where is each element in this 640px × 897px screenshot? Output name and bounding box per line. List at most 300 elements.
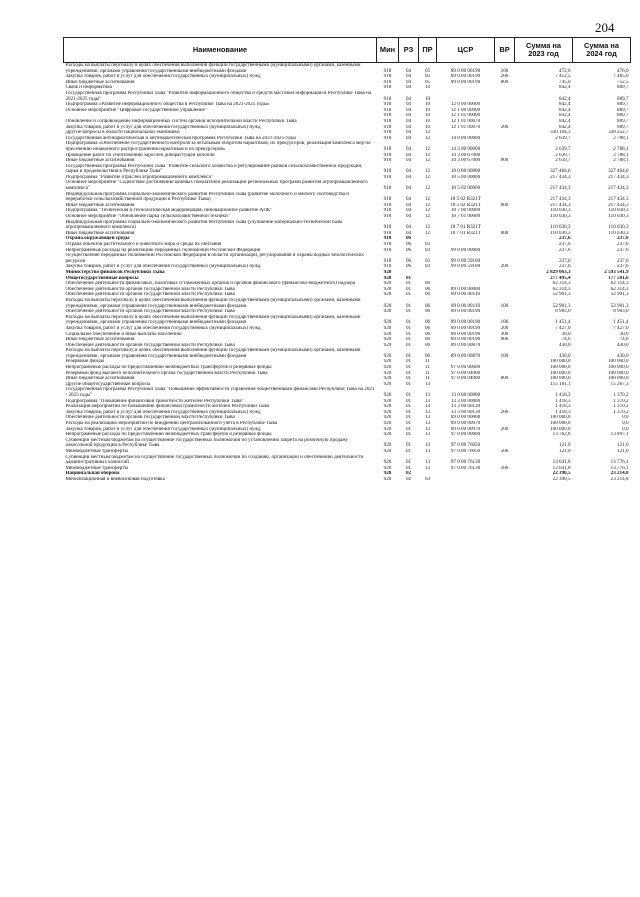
row-pr: 03 <box>424 247 431 253</box>
row-rz: 04 <box>405 74 412 80</box>
row-min: 918 <box>383 230 392 236</box>
row-min: 918 <box>383 158 392 164</box>
row-name: Государственная программа Республики Тыва "Повышение эффективности управления общественными финансами Республики Тыва на 2021 - 2023 годы" <box>65 387 375 399</box>
row-rz: 02 <box>405 476 412 482</box>
row-csr: 89 0 00 00000 <box>450 415 481 421</box>
table-body <box>64 63 631 483</box>
row-rz: 06 <box>405 242 412 247</box>
row-pr: 10 <box>424 113 431 119</box>
row-sum-2023: 842,4 <box>559 95 571 102</box>
row-vr: 200 <box>500 74 509 80</box>
row-name: Межбюджетные трансферты <box>65 448 128 454</box>
row-min: 918 <box>383 135 392 141</box>
row-csr: 97 0 00 00000 <box>450 432 481 438</box>
row-rz: 01 <box>405 415 412 421</box>
row-min: 918 <box>383 196 392 203</box>
row-min: 918 <box>383 95 392 102</box>
row-rz: 01 <box>405 342 412 348</box>
row-csr: 12 1 01 00070 <box>450 124 481 130</box>
row-csr: 18 7 01 00000 <box>450 214 481 220</box>
row-pr: 12 <box>424 196 431 203</box>
row-csr: 99 0 00 59100 <box>450 257 481 264</box>
row-sum-2024: 889,7 <box>617 95 629 102</box>
row-name: Закупка товаров, работ и услуг для обеспечения государственных (муниципальных) нужд <box>65 264 261 270</box>
row-csr: 89 0 00 00190 <box>450 309 481 315</box>
row-min: 918 <box>383 85 392 91</box>
row-rz: 04 <box>405 102 412 108</box>
row-sum-2023: 217 434,3 <box>550 174 571 180</box>
row-csr: 89 0 00 00190 <box>450 319 481 326</box>
row-sum-2023: 110 030,3 <box>550 230 571 236</box>
row-vr <box>495 192 515 203</box>
row-name: Государственная программа Республики Тыва "Развитие сельского хозяйства и регулирование рынков сельскохозяйственной продукции, сырья и продовольствия в Республике Тыва" <box>65 163 363 175</box>
budget-table <box>63 37 631 483</box>
table-header <box>64 38 631 63</box>
row-vr: 800 <box>500 79 509 85</box>
row-vr: 200 <box>500 325 509 331</box>
row-sum-2024: 327 464,6 <box>608 168 629 175</box>
row-name: Основное мероприятие "Содействие достижению целевых показателей реализации региональных программ развития агропромышленного комплекса" <box>65 180 368 192</box>
row-sum-2023: 2 639,7 <box>555 158 571 164</box>
row-sum-2023: 745,0 <box>559 79 571 85</box>
row-sum-2024: 100 000,0 <box>608 370 629 376</box>
row-rz: 01 <box>405 319 412 326</box>
row-vr: 800 <box>500 230 509 236</box>
row-pr: 06 <box>424 286 431 292</box>
row-sum-2024: 430,0 <box>617 342 629 348</box>
row-sum-2024: 177 581,6 <box>608 275 629 281</box>
row-name: Иные бюджетные ассигнования <box>65 158 135 164</box>
row-sum-2024: 237,6 <box>617 236 629 242</box>
row-sum-2024: 13 776,1 <box>610 465 629 471</box>
row-name: Реализация мероприятий по повышению финансовой грамотности жителей Республики Тыва <box>65 404 270 410</box>
row-sum-2023: 327 464,6 <box>550 168 571 175</box>
row-sum-2023: 100 000,0 <box>550 359 571 365</box>
row-name: Обеспечение деятельности органов государственной власти Республики Тыва <box>65 286 235 292</box>
row-sum-2023: 842,4 <box>559 124 571 130</box>
row-pr: 05 <box>424 79 431 85</box>
row-name: Обеспечение деятельности органов государственной власти Республики Тыва <box>65 342 235 348</box>
row-name: Основное мероприятие "Цифровое государственное управление" <box>65 107 207 113</box>
row-rz: 04 <box>405 214 412 220</box>
row-sum-2023: 1 418,3 <box>555 409 571 415</box>
row-csr: 12 1 00 00000 <box>450 107 481 113</box>
row-sum-2023: 330 104,3 <box>550 130 571 136</box>
row-min: 920 <box>383 359 392 365</box>
row-min: 918 <box>383 79 392 85</box>
row-name: Министерство финансов Республики Тыва <box>65 269 165 275</box>
row-pr: 06 <box>424 337 431 343</box>
row-name: Закупка товаров, работ и услуг для обеспечения государственных (муниципальных) нужд <box>65 325 261 331</box>
row-name: Субвенции местным бюджетам на осуществление государственных полномочий по созданию, организации и обеспечению деятельности административных комиссий <box>65 454 364 466</box>
row-min: 918 <box>383 130 392 136</box>
row-sum-2024: 0,0 <box>622 426 629 432</box>
row-name: Иные бюджетные ассигнования <box>65 376 135 382</box>
table-row <box>64 91 631 102</box>
row-sum-2023: 22 390,5 <box>552 476 571 482</box>
row-pr: 13 <box>424 398 431 404</box>
row-sum-2023: 100 000,0 <box>550 376 571 382</box>
row-pr: 12 <box>424 202 431 208</box>
row-sum-2024: 100 000,0 <box>608 365 629 371</box>
row-rz: 01 <box>405 337 412 343</box>
row-vr: 100 <box>500 352 509 359</box>
row-csr: 18 7 00 00000 <box>450 208 481 214</box>
row-name: Закупка товаров, работ и услуг для обеспечения государственных (муниципальных) нужд <box>65 74 261 80</box>
row-sum-2024: 2 788,1 <box>613 152 629 158</box>
row-pr: 06 <box>424 281 431 287</box>
row-min: 920 <box>383 337 392 343</box>
row-min: 918 <box>383 124 392 130</box>
row-min: 920 <box>383 370 392 376</box>
row-csr: 89 0 00 00110 <box>450 302 481 309</box>
row-sum-2024: 2 788,1 <box>613 135 629 141</box>
row-pr: 03 <box>424 264 431 270</box>
row-sum-2024: 752,5 <box>617 79 629 85</box>
row-name: Непрограммные расходы по предоставлению межбюджетных трансфертов и резервные фонды <box>65 432 272 438</box>
row-min: 920 <box>383 404 392 410</box>
row-sum-2023: 110 030,3 <box>550 214 571 220</box>
row-pr: 13 <box>424 392 431 399</box>
row-pr: 13 <box>424 381 431 387</box>
row-csr: 12 1 01 00070 <box>450 118 481 124</box>
table-row <box>64 387 631 398</box>
row-pr: 12 <box>424 135 431 141</box>
row-sum-2023: 22 390,5 <box>552 471 571 477</box>
row-vr <box>495 477 515 483</box>
row-sum-2023: 237,6 <box>559 257 571 264</box>
row-csr: 97 0 00 76050 <box>450 442 481 449</box>
row-sum-2023: 842,4 <box>559 102 571 108</box>
row-min: 920 <box>383 476 392 482</box>
row-sum-2024: 217 434,3 <box>608 174 629 180</box>
row-name: Обеспечение деятельности органов государственной власти Республики Тыва <box>65 415 235 421</box>
table-row <box>64 141 631 152</box>
row-vr: 800 <box>500 202 509 208</box>
row-vr: 200 <box>500 426 509 432</box>
row-name: Национальная оборона <box>65 471 120 477</box>
row-name: Расходы на выплаты персоналу в целях обеспечения выполнения функций государственными (муниципальными) органами, казенными учреждениями, органами управления государственными внебюджетными фондами <box>65 348 361 359</box>
row-sum-2024: 8 983,0 <box>613 309 629 315</box>
row-pr: 06 <box>424 352 431 359</box>
row-pr: 11 <box>425 370 430 376</box>
row-sum-2023: 110 030,3 <box>550 224 571 231</box>
row-rz: 01 <box>405 331 412 337</box>
row-rz: 01 <box>405 421 412 426</box>
row-csr: 14 0 00 00000 <box>450 135 481 141</box>
row-sum-2023: 2 639,7 <box>555 152 571 158</box>
row-sum-2024: 1 370,2 <box>613 392 629 399</box>
row-sum-2023: 2 829 063,3 <box>546 269 571 275</box>
row-sum-2023: 217 434,3 <box>550 202 571 208</box>
row-pr: 06 <box>424 342 431 348</box>
row-sum-2023: 121,0 <box>559 448 571 454</box>
row-sum-2023: 472,6 <box>559 67 571 74</box>
row-min: 918 <box>383 152 392 158</box>
row-sum-2023: 7 412,5 <box>555 74 571 80</box>
row-csr: 18 5 02 R321T <box>450 202 481 208</box>
row-pr: 12 <box>424 208 431 214</box>
row-rz: 04 <box>405 185 412 192</box>
row-pr: 10 <box>424 95 431 102</box>
table-row <box>64 220 631 231</box>
row-rz: 01 <box>405 459 412 466</box>
row-rz: 06 <box>405 236 412 242</box>
row-min: 918 <box>383 264 392 270</box>
row-name: Подпрограмма «Обеспечение государственного контроля за легальным оборотом наркотиков, их прекурсоров, реализация комплекса мер по пресечению незаконного распространения наркотиков и их прекурсоров» <box>65 141 371 152</box>
row-pr: 06 <box>424 309 431 315</box>
row-sum-2024: 23 214,8 <box>610 471 629 477</box>
row-min: 920 <box>383 325 392 331</box>
row-name: Основное мероприятие "Обновление парка сельскохозяйственной техники" <box>65 214 230 220</box>
row-rz: 01 <box>405 448 412 454</box>
row-name: Охрана окружающей среды <box>65 236 130 242</box>
header-name: Наименование <box>64 38 377 63</box>
row-rz: 01 <box>405 465 412 471</box>
row-sum-2024: 476,6 <box>617 67 629 74</box>
row-csr: 13 3 00 00000 <box>450 398 481 404</box>
row-min: 920 <box>383 421 392 426</box>
row-sum-2024: 52 901,3 <box>610 292 629 298</box>
row-sum-2023: 237,6 <box>559 236 571 242</box>
row-sum-2024: 62 314,3 <box>610 281 629 287</box>
row-sum-2024: 110 030,3 <box>608 208 629 214</box>
row-pr: 11 <box>425 359 430 365</box>
row-csr: 89 0 00 00190 <box>450 79 481 85</box>
row-pr: 13 <box>424 432 431 438</box>
row-min: 920 <box>383 376 392 382</box>
row-name: Индивидуальная программа социально-экономического развития Республики Тыва (улучшение материально-технической базы агропромышленного комплекса) <box>65 219 343 231</box>
row-name: Государственная программа Республики Тыва "Развитие информационного общества и средств массовой информации в Республике Тыва на 2021-2025 годы" <box>65 90 372 102</box>
row-pr: 12 <box>424 152 431 158</box>
row-min: 918 <box>383 102 392 108</box>
row-name: Расходы на выплаты персоналу в целях обеспечения выполнения функций государственными (муниципальными) органами, казенными учреждениями, органами управления государственными внебюджетными фондами <box>65 62 361 74</box>
row-pr: 12 <box>424 168 431 175</box>
header-min: Мин <box>377 38 399 63</box>
row-sum-2023: 52 901,3 <box>552 292 571 298</box>
row-name: Закупка товаров, работ и услуг для обеспечения государственных (муниципальных) нужд <box>65 426 261 432</box>
row-vr: 500 <box>500 448 509 454</box>
row-pr: 13 <box>424 404 431 410</box>
row-csr: 97 0 00 04000 <box>450 370 481 376</box>
row-name: Подпрограмма «Развитие информационного общества в Республике Тыва на 2021-2025 годы» <box>65 102 270 108</box>
row-name: Обновление и сопровождение информационных систем органов исполнительной власти Республики Тыва <box>65 118 297 124</box>
row-csr: 89 0 00 00870 <box>450 342 481 348</box>
row-rz: 04 <box>405 79 412 85</box>
row-sum-2024: 121,0 <box>617 448 629 454</box>
row-rz: 01 <box>405 281 412 287</box>
row-sum-2024: 15 267,3 <box>610 381 629 387</box>
row-sum-2023: 237,6 <box>559 247 571 253</box>
row-pr: 12 <box>424 185 431 192</box>
row-vr <box>495 180 515 191</box>
row-name: Государственная антинаркотическая и антинаркотическая программа Республики Тыва на 2021-2025 годы <box>65 135 296 141</box>
row-csr: 18 5 02 00000 <box>450 185 481 192</box>
row-rz: 04 <box>405 118 412 124</box>
row-name: Закупка товаров, работ и услуг для обеспечения государственных (муниципальных) нужд <box>65 409 261 415</box>
row-min: 918 <box>383 257 392 264</box>
row-min: 918 <box>383 185 392 192</box>
row-sum-2023: 100 000,0 <box>550 365 571 371</box>
row-csr: 89 0 00 00870 <box>450 352 481 359</box>
row-csr: 89 0 00 00190 <box>450 325 481 331</box>
row-sum-2023: 13 762,8 <box>552 432 571 438</box>
row-rz: 04 <box>405 152 412 158</box>
row-csr: 97 0 00 76130 <box>450 465 481 471</box>
row-name: Субвенции местным бюджетам на осуществление государственных полномочий по установлению запрета на розничную продажу алкогольной продукции в Республике Тыва <box>65 437 349 449</box>
row-rz: 04 <box>405 224 412 231</box>
row-sum-2023: 62 314,3 <box>552 281 571 287</box>
row-csr: 89 0 00 00000 <box>450 286 481 292</box>
row-pr: 06 <box>424 319 431 326</box>
row-min: 918 <box>383 107 392 113</box>
row-sum-2023: 100 000,0 <box>550 426 571 432</box>
row-name: Обеспечение деятельности органов государственной власти Республики Тыва <box>65 292 235 298</box>
row-rz: 01 <box>405 392 412 399</box>
row-vr <box>495 387 515 398</box>
row-sum-2024: 217 434,3 <box>608 202 629 208</box>
row-name: Обеспечение деятельности органов государственной власти Республики Тыва <box>65 309 235 315</box>
row-name: Другие вопросы в области национальной экономики <box>65 130 180 136</box>
row-name: Другие общегосударственные вопросы <box>65 381 151 387</box>
row-csr: 18 0 00 00000 <box>450 168 481 175</box>
row-csr: 13 3 00 00130 <box>450 409 481 415</box>
row-sum-2024: 1 370,2 <box>613 404 629 410</box>
row-vr: 500 <box>500 465 509 471</box>
row-name: Резервный фонд высшего исполнительного органа государственной власти Республики Тыва <box>65 370 268 376</box>
row-sum-2023: 7 427,0 <box>555 325 571 331</box>
row-min: 920 <box>383 426 392 432</box>
row-sum-2023: 115 181,1 <box>550 381 571 387</box>
row-sum-2023: 2 639,7 <box>555 145 571 152</box>
row-pr: 10 <box>424 118 431 124</box>
row-rz: 01 <box>405 275 412 281</box>
table-row <box>64 253 631 264</box>
row-pr: 13 <box>424 465 431 471</box>
row-rz: 01 <box>405 381 412 387</box>
row-rz: 01 <box>405 404 412 410</box>
row-rz: 04 <box>405 130 412 136</box>
row-min: 918 <box>383 214 392 220</box>
row-vr: 800 <box>500 158 509 164</box>
row-min: 918 <box>383 113 392 119</box>
row-sum-2024: 889,7 <box>617 102 629 108</box>
row-sum-2024: 74,6 <box>619 337 629 343</box>
row-rz: 04 <box>405 113 412 119</box>
row-sum-2023: 237,6 <box>559 242 571 247</box>
row-vr: 800 <box>500 337 509 343</box>
row-vr: 100 <box>500 302 509 309</box>
row-pr: 10 <box>424 124 431 130</box>
row-pr: 03 <box>424 257 431 264</box>
row-sum-2024: 1 370,2 <box>613 398 629 404</box>
row-min: 920 <box>383 398 392 404</box>
row-rz: 06 <box>405 264 412 270</box>
row-vr <box>495 220 515 231</box>
table-row <box>64 348 631 359</box>
row-vr <box>495 253 515 264</box>
row-csr: 12 1 01 00000 <box>450 113 481 119</box>
row-vr <box>495 438 515 449</box>
table-row <box>64 455 631 466</box>
row-pr: 12 <box>424 214 431 220</box>
row-sum-2024: 110 030,3 <box>608 214 629 220</box>
row-csr: 89 0 00 00190 <box>450 331 481 337</box>
row-min: 920 <box>383 302 392 309</box>
row-pr: 13 <box>424 421 431 426</box>
row-sum-2024: 100 000,0 <box>608 359 629 365</box>
row-sum-2024: 52 901,3 <box>610 302 629 309</box>
row-pr: 06 <box>424 292 431 298</box>
row-csr: 18 7 01 R321T <box>450 224 481 231</box>
row-vr <box>495 164 515 175</box>
row-vr: 200 <box>500 409 509 415</box>
row-sum-2024: 237,6 <box>617 247 629 253</box>
row-csr: 18 7 01 R321T <box>450 230 481 236</box>
header-sum-2023: Сумма на 2023 год <box>515 38 573 63</box>
row-sum-2023: 100 000,0 <box>550 421 571 426</box>
row-vr: 200 <box>500 264 509 270</box>
row-rz: 04 <box>405 230 412 236</box>
row-pr: 13 <box>424 442 431 449</box>
row-sum-2024: 13 897,1 <box>610 432 629 438</box>
row-csr: 13 3 00 00130 <box>450 404 481 410</box>
row-sum-2024: 330 252,7 <box>608 130 629 136</box>
row-rz: 04 <box>405 145 412 152</box>
row-rz: 04 <box>405 196 412 203</box>
row-name: Общегосударственные вопросы <box>65 275 139 281</box>
row-sum-2023: 121,0 <box>559 442 571 449</box>
row-min: 918 <box>383 168 392 175</box>
row-sum-2024: 889,7 <box>617 124 629 130</box>
row-pr: 12 <box>424 158 431 164</box>
row-min: 918 <box>383 236 392 242</box>
row-rz: 01 <box>405 292 412 298</box>
row-min: 920 <box>383 465 392 471</box>
row-rz: 04 <box>405 85 412 91</box>
row-rz: 02 <box>405 471 412 477</box>
row-min: 920 <box>383 471 392 477</box>
row-pr: 13 <box>424 409 431 415</box>
row-min: 920 <box>383 392 392 399</box>
row-min: 920 <box>383 459 392 466</box>
row-sum-2024: 1 370,2 <box>613 409 629 415</box>
row-rz: 01 <box>405 376 412 382</box>
row-csr: 14 3 00 67000 <box>450 152 481 158</box>
row-sum-2024: 217 434,3 <box>608 196 629 203</box>
row-rz: 01 <box>405 426 412 432</box>
row-rz: 04 <box>405 107 412 113</box>
row-csr: 99 0 00 00000 <box>450 247 481 253</box>
row-sum-2024: 889,7 <box>617 118 629 124</box>
row-min: 920 <box>383 352 392 359</box>
row-sum-2023: 62 314,3 <box>552 286 571 292</box>
row-csr: 89 0 00 00970 <box>450 426 481 432</box>
row-min: 920 <box>383 381 392 387</box>
row-rz: 01 <box>405 359 412 365</box>
row-sum-2024: 2 593 541,9 <box>604 269 629 275</box>
row-pr: 12 <box>424 145 431 152</box>
row-vr: 200 <box>500 124 509 130</box>
page-number: 204 <box>595 20 615 35</box>
row-sum-2024: 100 000,0 <box>608 376 629 382</box>
row-min: 920 <box>383 275 392 281</box>
row-sum-2024: 0,0 <box>622 415 629 421</box>
row-rz: 06 <box>405 257 412 264</box>
row-rz: 04 <box>405 202 412 208</box>
row-sum-2023: 13 641,8 <box>552 459 571 466</box>
header-pr: ПР <box>419 38 437 63</box>
